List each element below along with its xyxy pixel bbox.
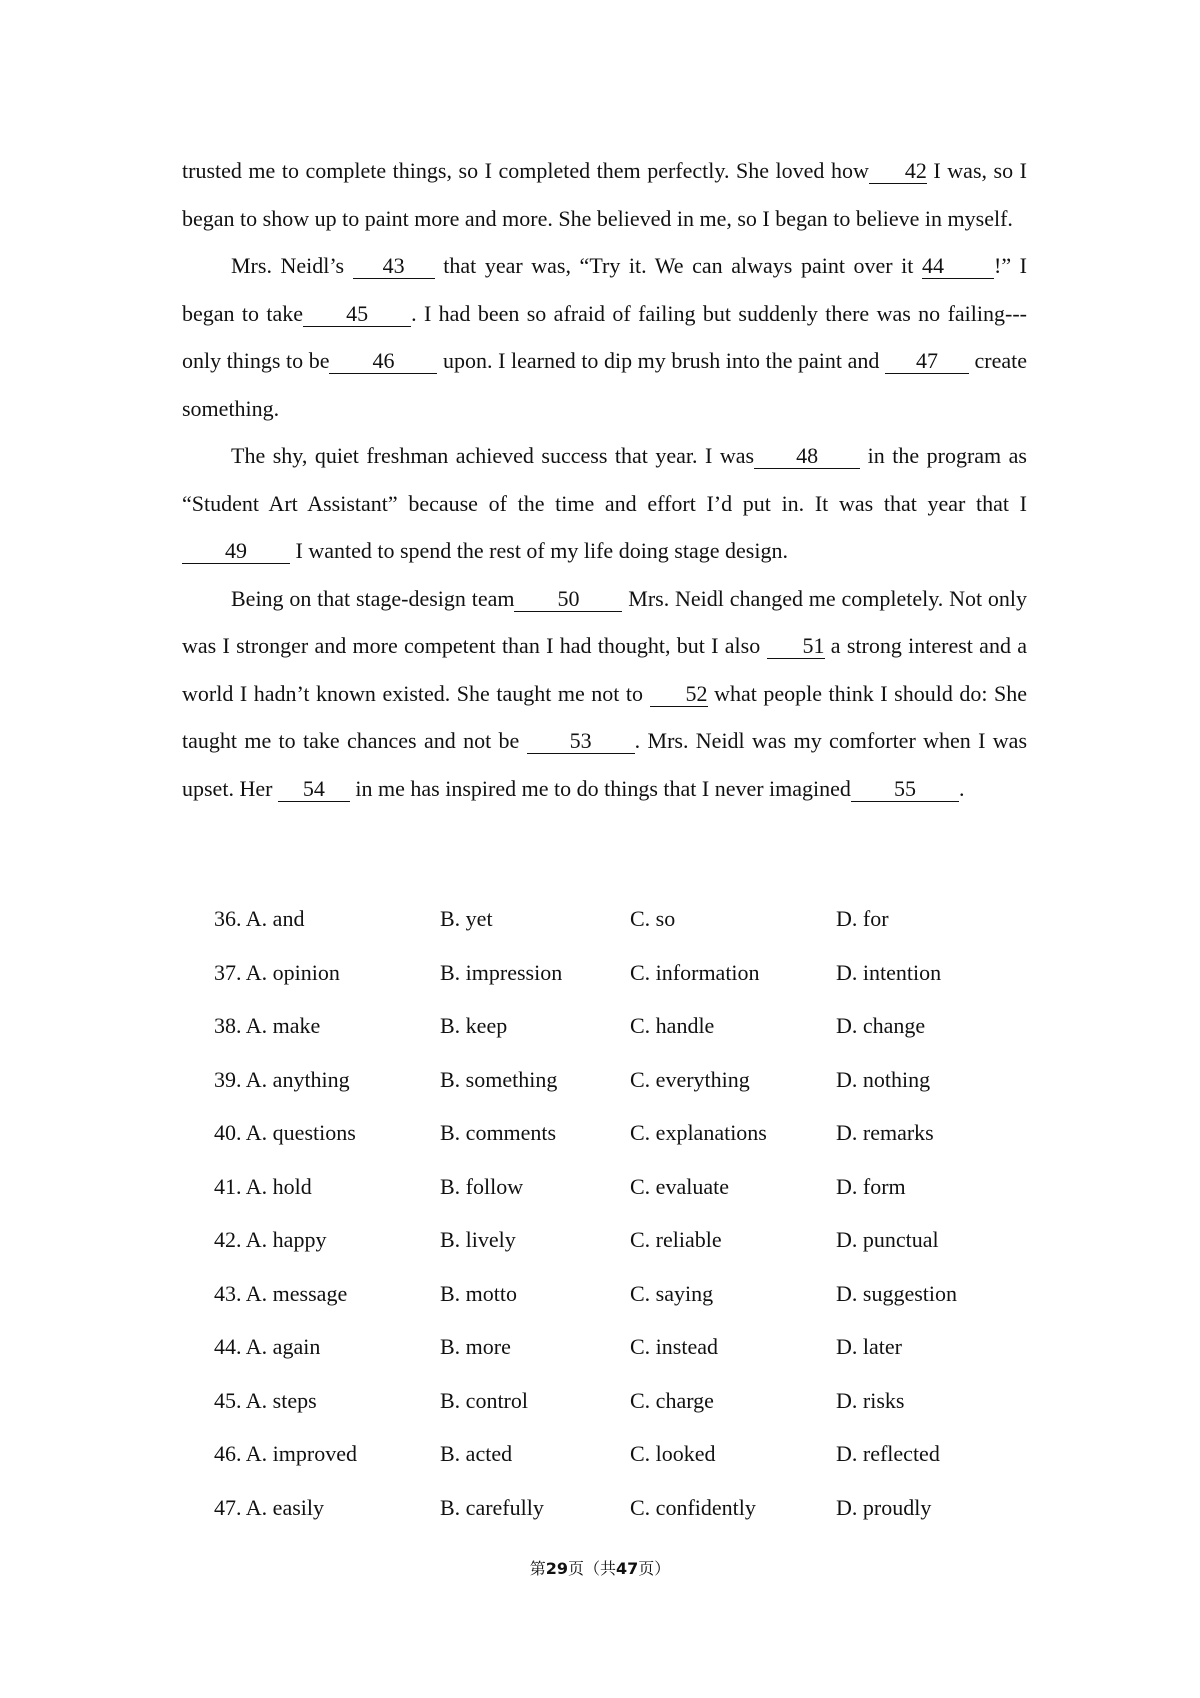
option-c: C. confidently [630,1494,756,1520]
option-c: C. charge [630,1387,714,1413]
option-c: C. reliable [630,1227,722,1252]
passage-text: that year was, “Try it. We can always paint over it [434,253,922,278]
option-b: B. yet [440,906,493,931]
footer-text: 页（共 [567,1559,616,1578]
option-d: D. reflected [836,1441,940,1466]
blank-45: 45 [303,302,411,327]
option-b: B. follow [440,1173,524,1199]
cloze-passage [182,147,1027,812]
question-row-43 [214,1281,1034,1335]
option-a: 47. A. easily [214,1494,324,1520]
option-a: 41. A. hold [214,1173,312,1199]
passage-text: create something. [182,348,1028,421]
question-row-47 [214,1495,1034,1549]
option-d: D. remarks [836,1120,934,1145]
passage-text: I wanted to spend the rest of my life doing stage design. [290,538,788,563]
option-a: 45. A. steps [214,1387,317,1413]
question-row-46 [214,1441,1034,1495]
paragraph-4 [182,575,1027,813]
passage-text: I was, so I began to show up to paint more and more. She believed in me, so I began to believe in myself. [182,158,1027,231]
blank-51: 51 [767,634,825,659]
blank-46: 46 [329,349,437,374]
option-d: D. change [836,1013,926,1038]
option-c: C. so [630,906,676,931]
option-a: 42. A. happy [214,1227,327,1252]
total-page-count: 47 [616,1559,639,1578]
option-a: 37. A. opinion [214,959,340,985]
option-c: C. saying [630,1280,714,1306]
passage-text: Mrs. Neidl changed me completely. Not only was I stronger and more competent than I had thought, but I also [182,585,1027,658]
option-a: 39. A. anything [214,1066,350,1092]
option-d: D. for [836,906,889,931]
blank-42: 42 [869,159,927,184]
option-c: C. everything [630,1066,750,1092]
option-c: C. information [630,959,760,985]
option-d: D. punctual [836,1227,939,1252]
paragraph-3 [182,432,1027,575]
option-b: B. carefully [440,1494,544,1520]
option-c: C. looked [630,1441,716,1466]
question-row-44 [214,1334,1034,1388]
passage-text: trusted me to complete things, so I completed them perfectly. She loved how [182,158,869,183]
option-b: B. lively [440,1227,516,1252]
passage-text: . Mrs. Neidl was my comforter when I was upset. Her [182,728,1027,801]
option-d: D. form [836,1173,906,1199]
question-row-36 [214,906,1034,960]
option-d: D. suggestion [836,1280,957,1306]
option-a: 36. A. and [214,906,305,931]
option-b: B. control [440,1387,528,1413]
option-c: C. instead [630,1334,718,1359]
option-d: D. nothing [836,1066,931,1092]
question-row-38 [214,1013,1034,1067]
footer-text: 页） [638,1559,671,1578]
page-number-footer [0,1556,1200,1579]
option-d: D. later [836,1334,902,1359]
question-row-37 [214,960,1034,1014]
question-row-41 [214,1174,1034,1228]
footer-text: 第 [529,1559,546,1578]
answer-options [214,906,1034,1548]
blank-47: 47 [885,349,969,374]
current-page-number: 29 [545,1559,568,1578]
passage-text: upon. I learned to dip my brush into the paint and [437,348,885,373]
option-a: 46. A. improved [214,1441,357,1466]
passage-text: !” I began to take [182,253,1027,326]
blank-55: 55 [851,777,959,802]
passage-text: . [958,775,965,801]
option-d: D. proudly [836,1494,932,1520]
blank-52: 52 [650,682,708,707]
blank-44: 44 [922,254,994,279]
passage-text: . I had been so afraid of failing but suddenly there was no failing---only things to be [182,300,1027,373]
passage-text: Being on that stage-design team [231,585,515,611]
option-d: D. risks [836,1387,905,1413]
option-d: D. intention [836,959,942,985]
blank-43: 43 [353,254,435,279]
option-c: C. explanations [630,1120,767,1145]
paragraph-1 [182,147,1027,242]
option-a: 44. A. again [214,1334,321,1359]
option-b: B. comments [440,1120,557,1145]
passage-text: what people think I should do: She taught me to take chances and not be [182,680,1027,753]
option-b: B. motto [440,1280,518,1306]
option-b: B. acted [440,1441,513,1466]
option-a: 43. A. message [214,1280,348,1306]
option-a: 38. A. make [214,1013,321,1038]
passage-text: The shy, quiet freshman achieved success that year. I was [231,443,755,468]
passage-text: Mrs. Neidl’s [231,253,353,278]
passage-text: in the program as “Student Art Assistant” because of the time and effort I’d put in. It was that year that I [182,443,1027,516]
blank-48: 48 [754,444,860,469]
question-row-40 [214,1120,1034,1174]
blank-49: 49 [182,539,290,564]
blank-53: 53 [527,729,635,754]
option-b: B. keep [440,1013,508,1038]
option-c: C. evaluate [630,1173,729,1199]
option-b: B. impression [440,959,563,985]
question-row-42 [214,1227,1034,1281]
option-b: B. something [440,1066,558,1092]
passage-text: in me has inspired me to do things that I never imagined [349,775,851,801]
blank-54: 54 [278,777,350,802]
option-c: C. handle [630,1013,715,1038]
passage-text: a strong interest and a world I hadn’t known existed. She taught me not to [182,633,1027,706]
question-row-45 [214,1388,1034,1442]
option-a: 40. A. questions [214,1120,356,1145]
question-row-39 [214,1067,1034,1121]
paragraph-2 [182,242,1027,432]
blank-50: 50 [514,587,622,612]
option-b: B. more [440,1334,511,1359]
